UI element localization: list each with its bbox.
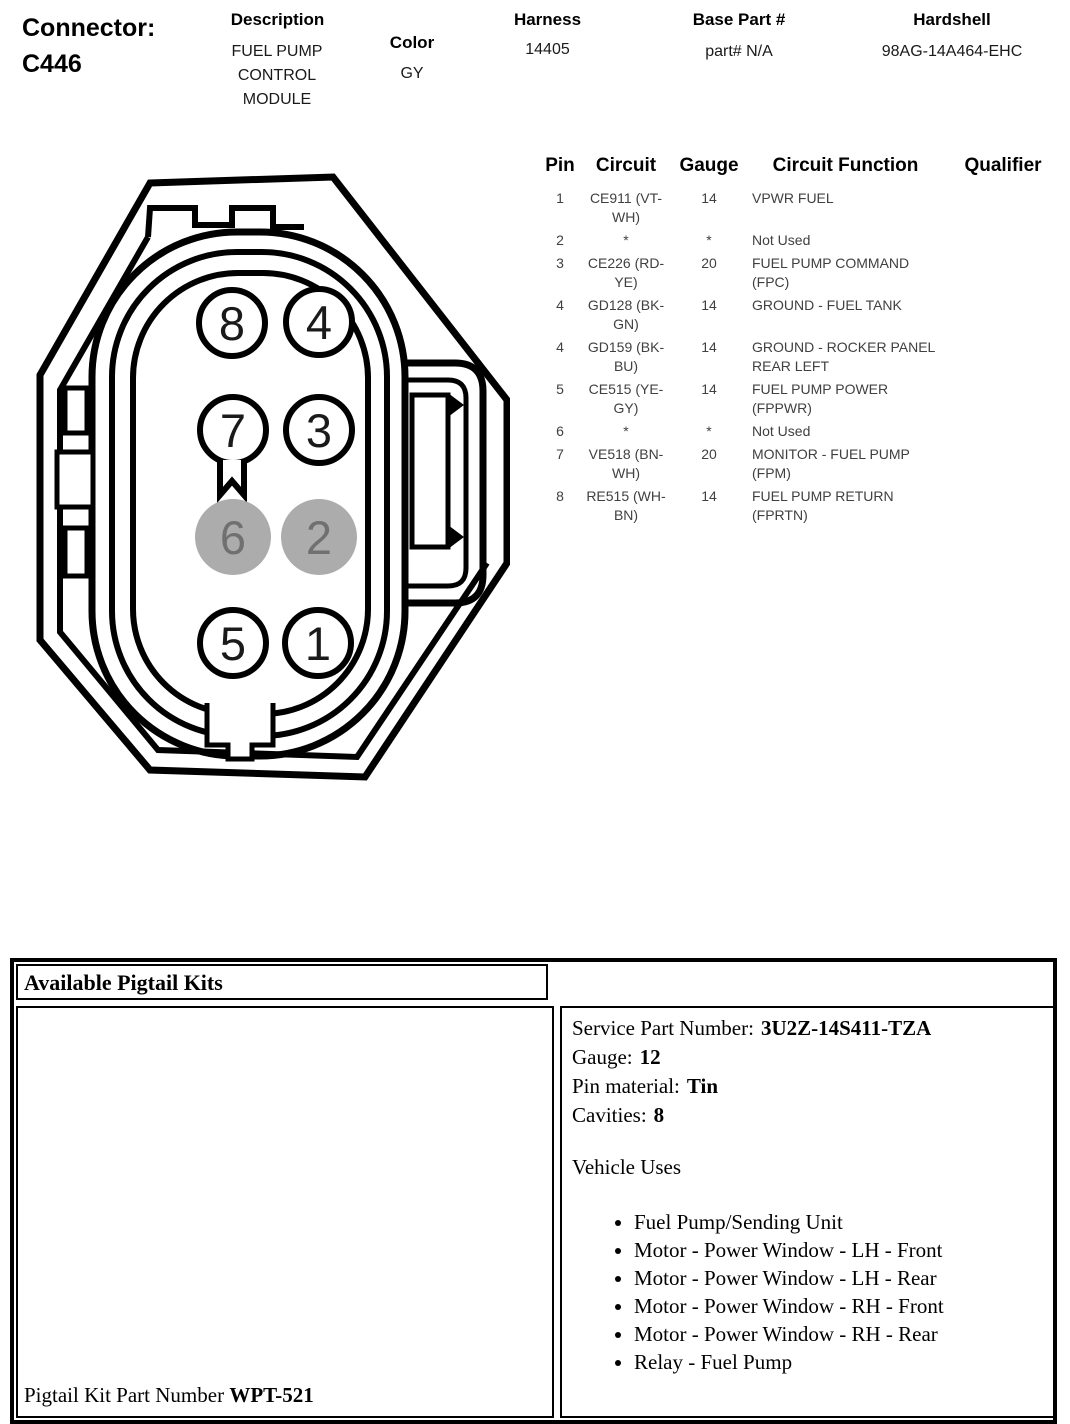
left-clip-bottom [65, 528, 87, 576]
cavities-line: Cavities: 8 [572, 1103, 665, 1127]
pigtail-title-cell [16, 964, 548, 1000]
pin-2-cavity [281, 499, 357, 575]
svg-text:6: 6 [219, 511, 247, 564]
base-part-header: Base Part # [692, 10, 786, 29]
pin-5-cavity [200, 610, 266, 676]
pigtail-kits-section [10, 958, 1057, 1424]
svg-text:8: 8 [218, 297, 246, 350]
pin-col-header: Pin [545, 155, 575, 176]
connector-face-diagram [20, 155, 510, 805]
color-value: GY [400, 65, 424, 82]
vehicle-use-item: • Motor - Power Window - LH - Rear [634, 1264, 1043, 1292]
connector-face-svg [20, 155, 510, 805]
vehicle-uses-list [572, 1208, 1043, 1376]
pigtail-kit-part-line [24, 1383, 314, 1408]
service-part-line: Service Part Number: 3U2Z-14S411-TZA [572, 1016, 932, 1040]
latch-barb-top [448, 393, 464, 417]
pin-6-cavity [195, 499, 271, 575]
pin-table-row: 4 GD128 (BK-GN) 14 GROUND - FUEL TANK [556, 297, 902, 332]
vehicle-use-item: • Relay - Fuel Pump [634, 1348, 1043, 1376]
function-col-header: Circuit Function [772, 155, 919, 176]
pin-table-row: 3 CE226 (RD-YE) 20 FUEL PUMP COMMAND (FPC) [556, 255, 910, 290]
gauge-line: Gauge: 12 [572, 1045, 661, 1069]
pin-8-cavity [199, 290, 265, 356]
svg-text:4: 4 [305, 296, 333, 349]
pin-7-cavity [200, 397, 266, 463]
circuit-col-header: Circuit [595, 155, 657, 176]
latch-barb-bottom [448, 525, 464, 549]
pin-7-key-notch [220, 460, 244, 495]
pin-material-line: Pin material: Tin [572, 1074, 719, 1098]
pin-table-header [540, 155, 1065, 177]
pin-table-row: 7 VE518 (BN-WH) 20 MONITOR - FUEL PUMP (FPM) [556, 446, 910, 481]
pin-table-row: 1 CE911 (VT-WH) 14 VPWR FUEL [556, 190, 834, 225]
connector-label: Connector: [22, 14, 156, 42]
kit-part-label: Pigtail Kit Part Number [24, 1383, 225, 1407]
svg-text:1: 1 [304, 617, 332, 670]
pigtail-left-cell [16, 1006, 554, 1418]
latch-slot [412, 395, 448, 547]
svg-text:5: 5 [219, 617, 247, 670]
pin-1-cavity [285, 610, 351, 676]
pin-4-cavity [286, 289, 352, 355]
left-clip-top [65, 388, 87, 433]
pigtail-right-cell [560, 1006, 1055, 1418]
harness-header: Harness [513, 10, 582, 29]
left-clip-middle [57, 452, 93, 507]
pin-table-row: 2 * * Not Used [556, 232, 811, 248]
qualifier-col-header: Qualifier [964, 155, 1042, 176]
kit-part-number: WPT-521 [229, 1383, 314, 1407]
vehicle-use-item: • Motor - Power Window - LH - Front [634, 1236, 1043, 1264]
pin-cavities [195, 289, 357, 676]
description-header: Description [230, 10, 325, 29]
pin-table-row: 6 * * Not Used [556, 423, 811, 439]
vehicle-use-item: • Motor - Power Window - RH - Rear [634, 1320, 1043, 1348]
pin-table-row: 4 GD159 (BK-BU) 14 GROUND - ROCKER PANEL REAR LEFT [556, 339, 935, 374]
vehicle-uses-label: Vehicle Uses [572, 1155, 682, 1179]
pin-3-cavity [286, 397, 352, 463]
svg-text:7: 7 [219, 404, 247, 457]
gauge-col-header: Gauge [679, 155, 739, 176]
hardshell-value: 98AG-14A464-EHC [881, 43, 1023, 60]
svg-text:2: 2 [305, 511, 333, 564]
hardshell-header: Hardshell [913, 10, 991, 29]
pin-table-row: 5 CE515 (YE-GY) 14 FUEL PUMP POWER (FPPWR) [556, 381, 889, 416]
vehicle-use-item: • Fuel Pump/Sending Unit [634, 1208, 1043, 1236]
connector-id: C446 [22, 50, 82, 78]
vehicle-use-item: • Motor - Power Window - RH - Front [634, 1292, 1043, 1320]
pigtail-title: Available Pigtail Kits [24, 970, 223, 995]
svg-text:3: 3 [305, 404, 333, 457]
description-value: FUEL PUMP CONTROL MODULE [231, 43, 323, 108]
harness-value: 14405 [525, 41, 570, 58]
pin-table [540, 155, 1065, 529]
pin-table-row: 8 RE515 (WH-BN) 14 FUEL PUMP RETURN (FPRTN) [556, 488, 894, 523]
color-header: Color [389, 33, 435, 52]
base-part-value: part# N/A [705, 43, 773, 60]
